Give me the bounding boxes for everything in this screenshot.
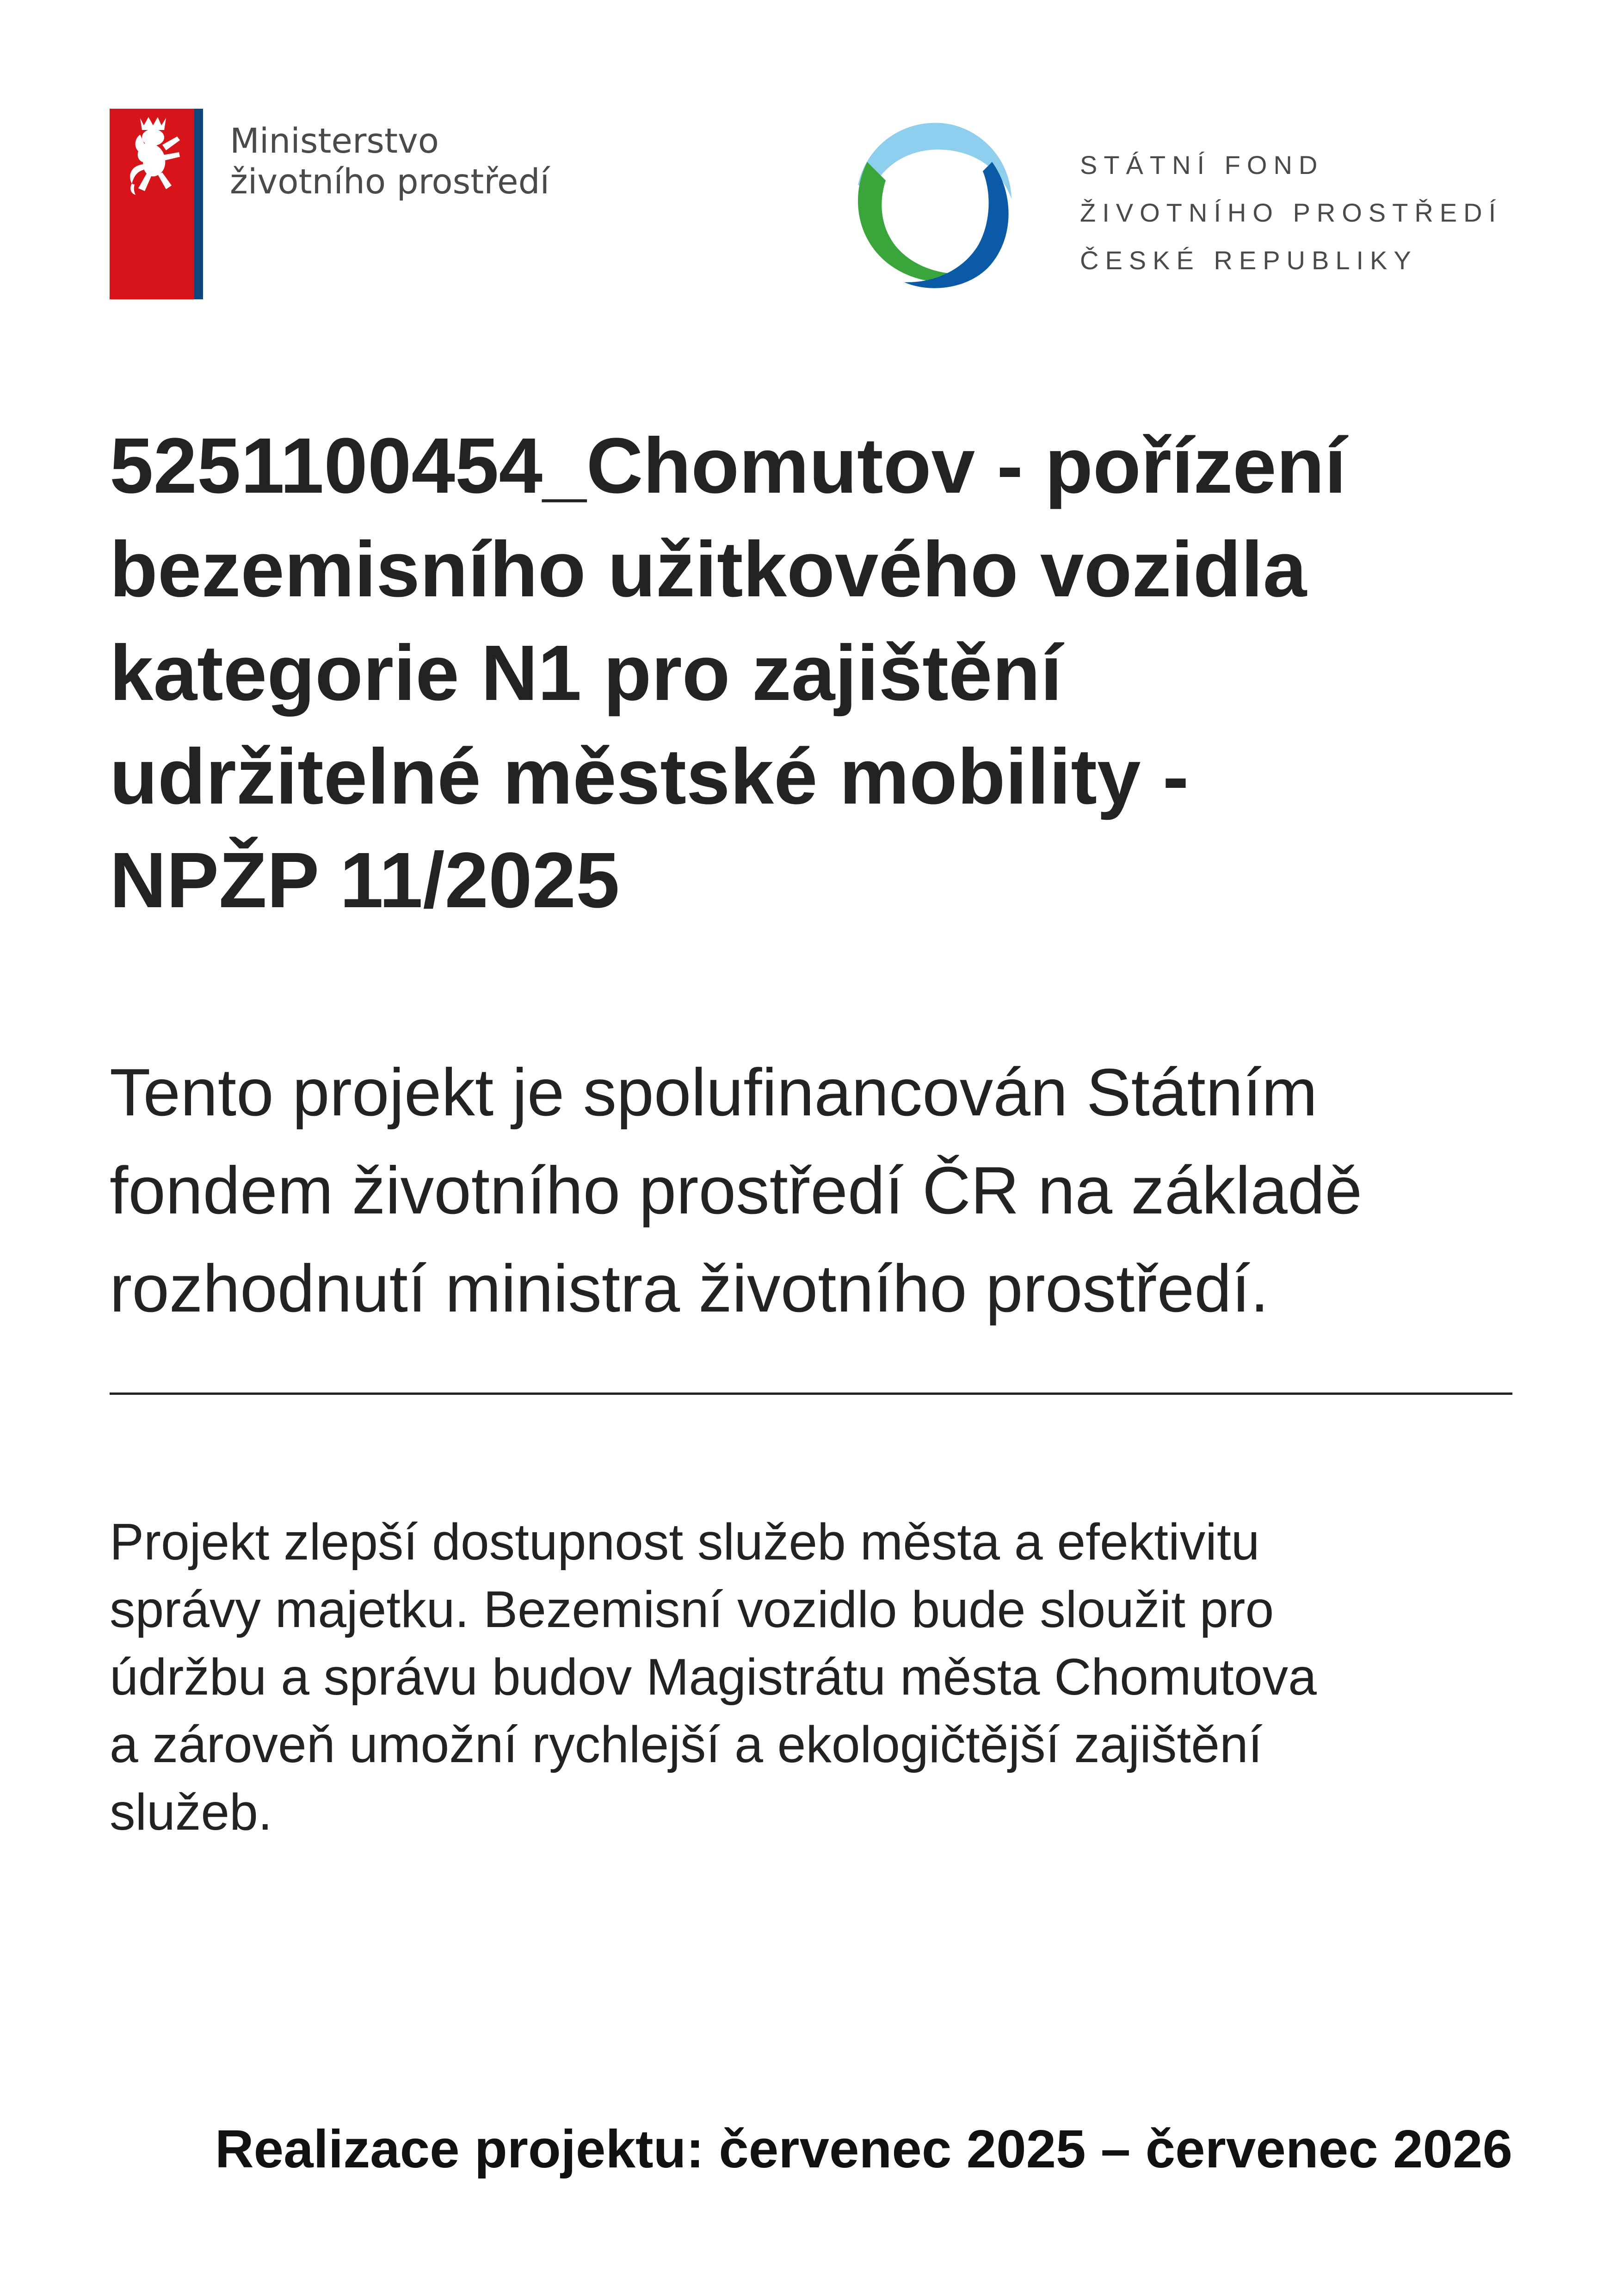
description-line: správy majetku. Bezemisní vozidlo bude sloužit pro: [110, 1581, 1274, 1638]
ministry-blue-stripe: [194, 109, 203, 299]
divider-line: [110, 1392, 1512, 1395]
title-line: kategorie N1 pro zajištění: [110, 629, 1062, 717]
description-line: a zároveň umožní rychlejší a ekologičtější zajištění: [110, 1716, 1263, 1773]
ministry-red-field: [110, 109, 194, 299]
project-description: [110, 1508, 1525, 1846]
realization-period: Realizace projektu: červenec 2025 – červenec 2026: [215, 2119, 1512, 2179]
funding-line: rozhodnutí ministra životního prostředí.: [110, 1251, 1269, 1326]
ministry-name: [230, 121, 549, 202]
fund-logo: [839, 111, 1502, 296]
fund-name: [1080, 141, 1502, 284]
fund-name-line2: ŽIVOTNÍHO PROSTŘEDÍ: [1080, 198, 1503, 227]
funding-statement: [110, 1043, 1525, 1337]
fund-name-line1: STÁTNÍ FOND: [1080, 150, 1324, 179]
description-line: služeb.: [110, 1783, 272, 1841]
title-line: udržitelné městské mobility -: [110, 733, 1189, 821]
title-line: 5251100454_Chomutov - pořízení: [110, 422, 1346, 510]
description-line: údržbu a správu budov Magistrátu města Chomutova: [110, 1648, 1317, 1706]
ministry-name-line2: životního prostředí: [230, 162, 550, 202]
description-line: Projekt zlepší dostupnost služeb města a efektivitu: [110, 1513, 1260, 1571]
ministry-name-line1: Ministerstvo: [230, 121, 439, 161]
funding-line: Tento projekt je spolufinancován Státním: [110, 1055, 1318, 1130]
fund-ring-icon: [839, 111, 1024, 296]
lion-icon: [118, 114, 187, 200]
project-title: [110, 414, 1525, 932]
ministry-logo: [110, 109, 549, 299]
funding-line: fondem životního prostředí ČR na základě: [110, 1153, 1363, 1228]
ministry-flag-emblem: [110, 109, 203, 299]
title-line: NPŽP 11/2025: [110, 836, 620, 924]
title-line: bezemisního užitkového vozidla: [110, 526, 1307, 613]
fund-name-line3: ČESKÉ REPUBLIKY: [1080, 246, 1418, 275]
